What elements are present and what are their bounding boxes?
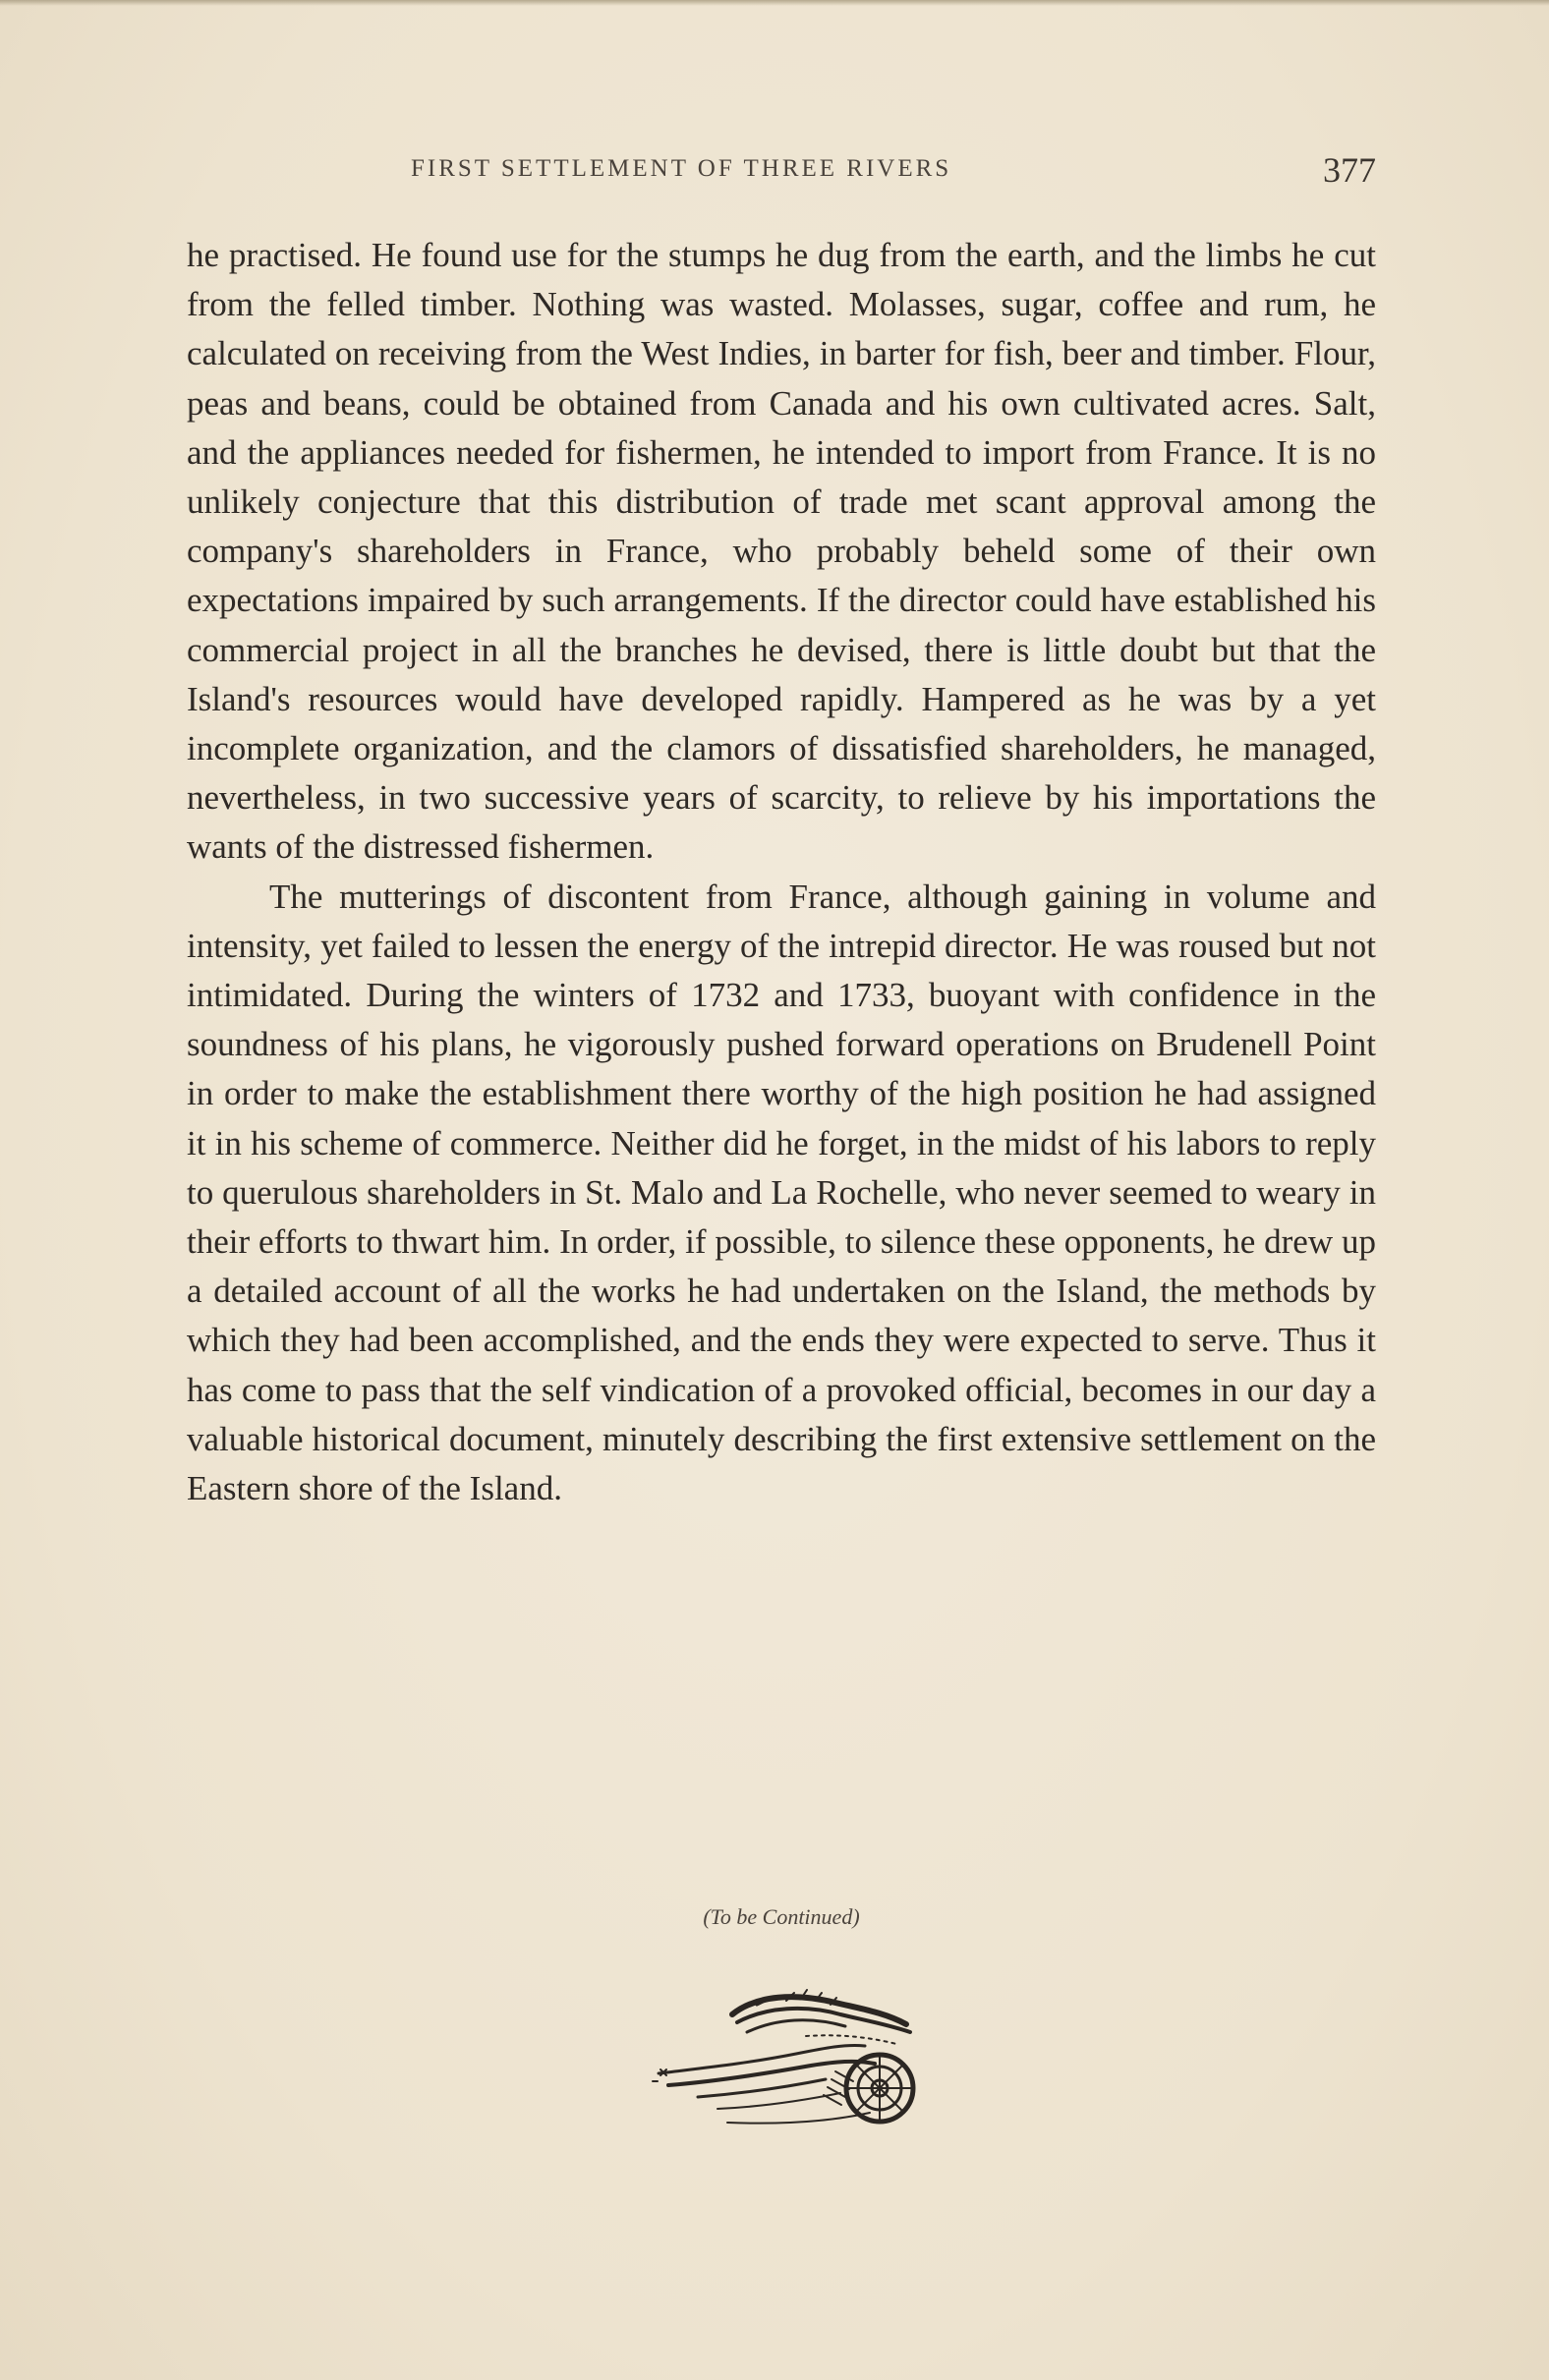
paragraph: The mutterings of discontent from France, although gaining in volume and intensity, yet failed to lessen the energy of the intrepid director. He was roused but not intimidated. During the winters of 1732 and 1733, buoyant with confidence in the soundness of his plans, he vigorously pushed forward operations on Brudenell Point in order to make the establishment there worthy of the high position he had assigned it in his scheme of commerce. Neither did he forget, in the midst of his labors to reply to querulous shareholders in St. Malo and La Rochelle, who never seemed to weary in their efforts to thwart him. In order, if possible, to silence these opponents, he drew up a detailed account of all the works he had undertaken on the Island, the methods by which they had been accomplished, and the ends they were expected to serve. Thus it has come to pass that the self vindication of a provoked official, becomes in our day a valuable historical document, minutely describing the first extensive settlement on the Eastern shore of the Island. bbox=[187, 877, 1376, 1508]
page-number: 377 bbox=[1323, 150, 1376, 190]
paragraph: he practised. He found use for the stumps he dug from the earth, and the limbs he cut from the felled timber. Nothing was wasted. Molasses, sugar, coffee and rum, he calculated on receiving from the West Indies, in barter for fish, beer and timber. Flour, peas and beans, could be obtained from Canada and his own cultivated acres. Salt, and the appliances needed for fishermen, he intended to import from France. It is no unlikely conjecture that this distribution of trade met scant approval among the company's shareholders in France, who probably beheld some of their own expectations impaired by such arrangements. If the director could have established his commercial project in all the branches he devised, there is little doubt but that the Island's resources would have developed rapidly. Hampered as he was by a yet incomplete organization, and the clamors of dissatisfied shareholders, he managed, nevertheless, in two successive years of scarcity, to relieve by his importations the wants of the distressed fishermen. bbox=[187, 236, 1376, 867]
body-text bbox=[187, 231, 1376, 1513]
continued-note: (To be Continued) bbox=[703, 1904, 860, 1929]
running-head-title: FIRST SETTLEMENT OF THREE RIVERS bbox=[411, 155, 952, 182]
running-header bbox=[187, 150, 1376, 195]
page-top-edge bbox=[0, 0, 1549, 6]
engraved-tailpiece-icon bbox=[639, 1975, 953, 2142]
